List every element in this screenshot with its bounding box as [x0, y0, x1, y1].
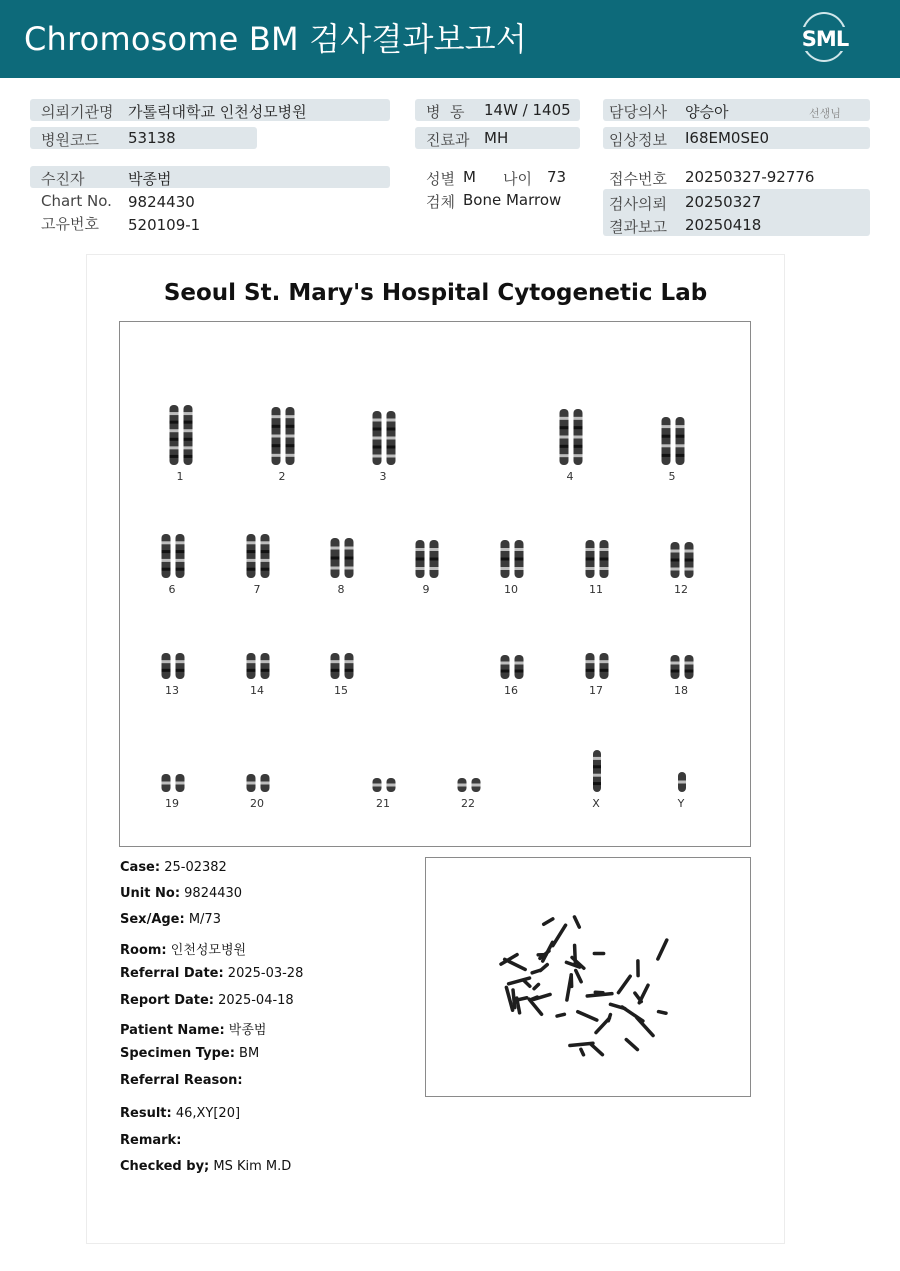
chart-value: 9824430 — [128, 193, 195, 211]
clinical-label: 임상정보 — [609, 131, 667, 149]
case-field-4 — [120, 966, 303, 981]
case-field-label: Result: — [120, 1106, 172, 1121]
unique-value: 520109-1 — [128, 216, 201, 234]
case-field-value: MS Kim M.D — [209, 1159, 292, 1174]
chromosome-Y — [678, 772, 686, 792]
case-field-value: BM — [234, 1046, 260, 1061]
chromosome-label-19: 19 — [165, 797, 179, 810]
case-field-value: 인천성모병원 — [166, 943, 247, 958]
chromosome-label-9: 9 — [422, 583, 430, 596]
report-title: Chromosome BM 검사결과보고서 — [24, 20, 528, 58]
chromosome-label-6: 6 — [168, 583, 176, 596]
receipt-label: 접수번호 — [609, 170, 667, 188]
lab-title: Seoul St. Mary's Hospital Cytogenetic Lab — [163, 280, 708, 306]
sml-logo — [795, 12, 855, 66]
chromosome-label-14: 14 — [250, 684, 264, 697]
chromosome-label-20: 20 — [250, 797, 264, 810]
chromosome-label-Y: Y — [677, 797, 685, 810]
chromosome-6 — [162, 534, 185, 578]
chromosome-X — [593, 750, 601, 792]
chromosome-label-18: 18 — [674, 684, 688, 697]
age-value: 73 — [547, 168, 567, 186]
chromosome-label-11: 11 — [589, 583, 603, 596]
case-field-label: Room: — [120, 943, 167, 958]
doctor-label: 담당의사 — [609, 103, 667, 121]
case-field-value: 25-02382 — [160, 860, 227, 875]
chromosome-17 — [586, 653, 609, 679]
hospital-code-value: 53138 — [128, 129, 176, 147]
chromosome-label-16: 16 — [504, 684, 518, 697]
request-label: 검사의뢰 — [609, 195, 667, 213]
patient-value: 박종범 — [128, 170, 172, 188]
sex-value: M — [463, 168, 476, 186]
institution-value: 가톨릭대학교 인천성모병원 — [128, 103, 307, 121]
chromosome-7 — [247, 534, 270, 578]
doctor-value: 양승아 — [685, 103, 729, 121]
case-field-10 — [120, 1133, 181, 1148]
chromosome-label-7: 7 — [253, 583, 261, 596]
case-field-0 — [120, 860, 227, 875]
case-field-label: Report Date: — [120, 993, 215, 1008]
chromosome-3 — [373, 411, 396, 465]
chromosome-2 — [272, 407, 295, 465]
case-field-value: 2025-04-18 — [214, 993, 294, 1008]
chromosome-label-3: 3 — [379, 470, 387, 483]
chromosome-20 — [247, 774, 270, 792]
chromosome-15 — [331, 653, 354, 679]
chromosome-11 — [586, 540, 609, 578]
chromosome-1 — [170, 405, 193, 465]
chromosome-label-2: 2 — [278, 470, 286, 483]
report-date-value: 20250418 — [685, 216, 762, 234]
case-field-9 — [120, 1106, 240, 1121]
doctor-suffix: 선생님 — [809, 107, 841, 120]
clinical-value: I68EM0SE0 — [685, 129, 770, 147]
chromosome-8 — [331, 538, 354, 578]
dept-label: 진료과 — [426, 131, 470, 149]
case-field-label: Remark: — [120, 1133, 182, 1148]
chromosome-label-21: 21 — [376, 797, 390, 810]
case-field-1 — [120, 886, 242, 901]
case-field-value: 9824430 — [180, 886, 243, 901]
case-field-label: Sex/Age: — [120, 912, 185, 927]
request-value: 20250327 — [685, 193, 762, 211]
chromosome-label-13: 13 — [165, 684, 179, 697]
chromosome-label-22: 22 — [461, 797, 475, 810]
metaphase-chromosome-group — [501, 917, 667, 1055]
specimen-value: Bone Marrow — [463, 191, 562, 209]
chromosome-5 — [662, 417, 685, 465]
metaphase-chromosomes — [426, 858, 752, 1098]
chromosome-18 — [671, 655, 694, 679]
case-field-value: 2025-03-28 — [223, 966, 304, 981]
logo-text: SML — [799, 27, 851, 51]
chromosome-label-10: 10 — [504, 583, 518, 596]
chromosome-4 — [560, 409, 583, 465]
dept-value: MH — [484, 129, 509, 147]
case-field-2 — [120, 912, 221, 927]
ward-label: 병 동 — [426, 103, 465, 121]
sex-label: 성별 — [426, 170, 455, 188]
chromosome-10 — [501, 540, 524, 578]
chromosome-label-17: 17 — [589, 684, 603, 697]
chromosome-14 — [247, 653, 270, 679]
case-field-label: Referral Reason: — [120, 1073, 243, 1088]
unique-label: 고유번호 — [41, 215, 99, 233]
chromosome-label-X: X — [592, 797, 600, 810]
institution-label: 의뢰기관명 — [41, 103, 114, 121]
receipt-value: 20250327-92776 — [685, 168, 815, 186]
chromosome-21 — [373, 778, 396, 792]
case-field-label: Case: — [120, 860, 161, 875]
case-field-11 — [120, 1159, 291, 1174]
ward-value: 14W / 1405 — [484, 101, 571, 119]
chart-label: Chart No. — [41, 192, 112, 210]
chromosome-19 — [162, 774, 185, 792]
case-field-value: 박종범 — [224, 1023, 267, 1038]
case-field-label: Checked by; — [120, 1159, 210, 1174]
case-field-label: Patient Name: — [120, 1023, 225, 1038]
case-field-6 — [120, 1019, 266, 1038]
chromosome-22 — [458, 778, 481, 792]
hospital-code-label: 병원코드 — [41, 131, 99, 149]
chromosome-label-5: 5 — [668, 470, 676, 483]
chromosome-label-1: 1 — [176, 470, 184, 483]
chromosome-label-4: 4 — [566, 470, 574, 483]
case-field-label: Referral Date: — [120, 966, 224, 981]
specimen-label: 검체 — [426, 193, 455, 211]
chromosome-12 — [671, 542, 694, 578]
age-label: 나이 — [503, 170, 532, 188]
patient-label: 수진자 — [41, 170, 85, 188]
metaphase-spread-image — [425, 857, 751, 1097]
chromosome-13 — [162, 653, 185, 679]
case-field-7 — [120, 1046, 259, 1061]
case-field-3 — [120, 939, 246, 958]
chromosome-9 — [416, 540, 439, 578]
report-header — [0, 0, 900, 78]
chromosome-label-12: 12 — [674, 583, 688, 596]
case-field-value: M/73 — [184, 912, 221, 927]
case-field-8 — [120, 1073, 243, 1088]
case-field-label: Specimen Type: — [120, 1046, 235, 1061]
case-field-label: Unit No: — [120, 886, 181, 901]
case-field-value: 46,XY[20] — [171, 1106, 241, 1121]
chromosome-16 — [501, 655, 524, 679]
case-field-5 — [120, 993, 294, 1008]
chromosome-label-8: 8 — [337, 583, 345, 596]
chromosome-label-15: 15 — [334, 684, 348, 697]
report-date-label: 결과보고 — [609, 218, 667, 236]
